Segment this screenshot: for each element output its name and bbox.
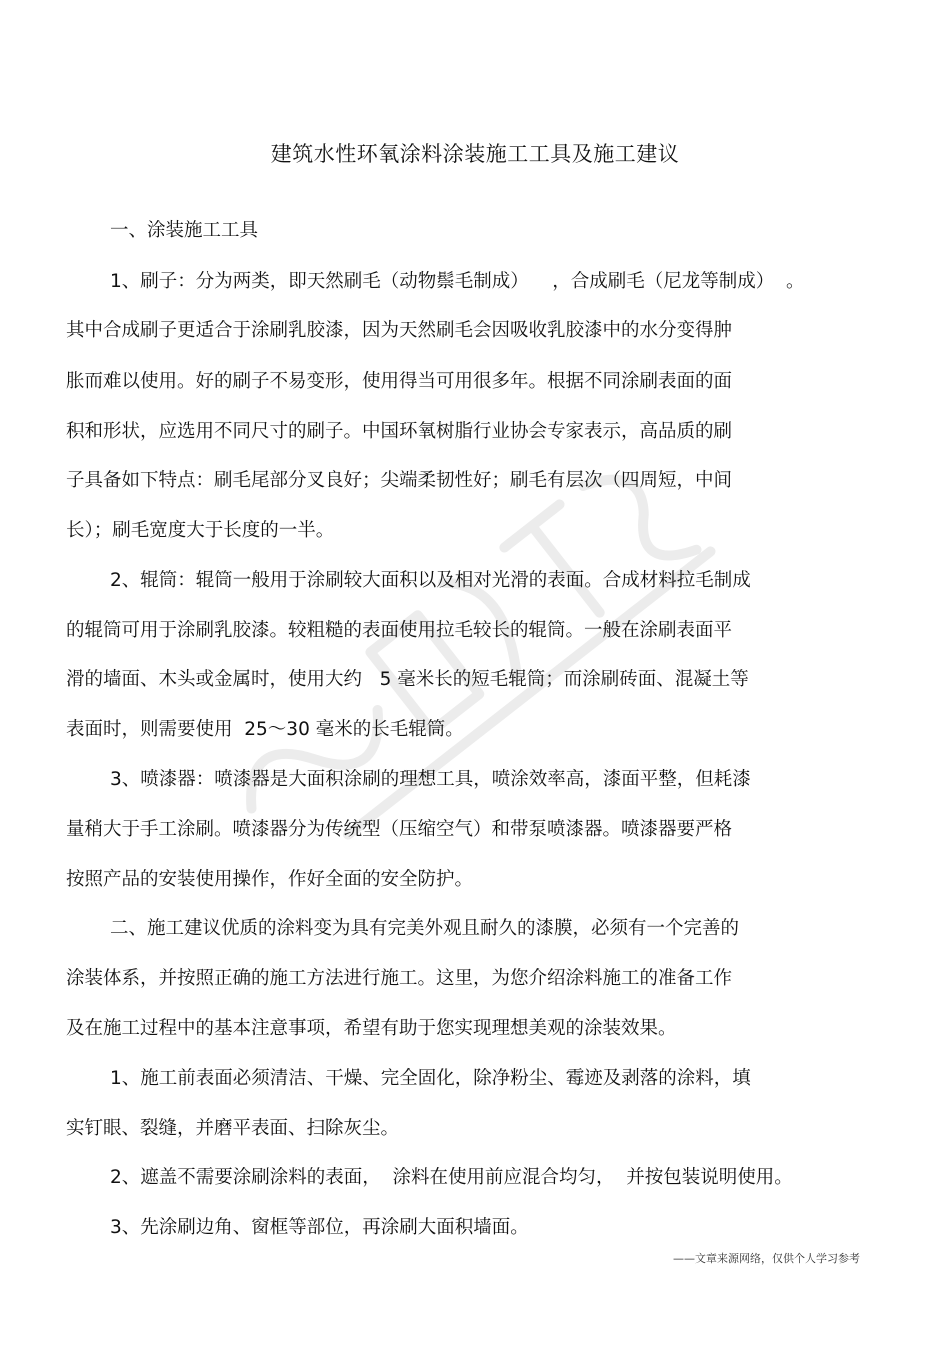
section1-heading: 一、涂装施工工具 bbox=[110, 220, 259, 241]
paragraph-line: 胀而难以使用。好的刷子不易变形，使用得当可用很多年。根据不同涂刷表面的面 bbox=[66, 371, 733, 392]
paragraph-line: 1、施工前表面必须清洁、干燥、完全固化，除净粉尘、霉迹及剥落的涂料，填 bbox=[110, 1068, 751, 1089]
paragraph-line: 实钉眼、裂缝，并磨平表面、扫除灰尘。 bbox=[66, 1118, 400, 1139]
paragraph-line: 按照产品的安装使用操作，作好全面的安全防护。 bbox=[66, 869, 474, 890]
paragraph-line: 量稍大于手工涂刷。喷漆器分为传统型（压缩空气）和带泵喷漆器。喷漆器要严格 bbox=[66, 819, 733, 840]
paragraph-line: 其中合成刷子更适合于涂刷乳胶漆，因为天然刷毛会因吸收乳胶漆中的水分变得肿 bbox=[66, 320, 733, 341]
paragraph-line: 积和形状，应选用不同尺寸的刷子。中国环氧树脂行业协会专家表示，高品质的刷 bbox=[66, 421, 733, 442]
paragraph-line: 2、遮盖不需要涂刷涂料的表面， 涂料在使用前应混合均匀， 并按包装说明使用。 bbox=[110, 1167, 793, 1188]
paragraph-line: 子具备如下特点：刷毛尾部分叉良好；尖端柔韧性好；刷毛有层次（四周短，中间 bbox=[66, 470, 733, 491]
paragraph-line: 表面时，则需要使用 25～30 毫米的长毛辊筒。 bbox=[66, 719, 464, 740]
paragraph-line: 滑的墙面、木头或金属时，使用大约 5 毫米长的短毛辊筒；而涂刷砖面、混凝土等 bbox=[66, 669, 749, 690]
paragraph-line: 的辊筒可用于涂刷乳胶漆。较粗糙的表面使用拉毛较长的辊筒。一般在涂刷表面平 bbox=[66, 620, 733, 641]
paragraph-line: 3、喷漆器：喷漆器是大面积涂刷的理想工具，喷涂效率高，漆面平整，但耗漆 bbox=[110, 769, 751, 790]
paragraph-line: 长）；刷毛宽度大于长度的一半。 bbox=[66, 520, 335, 541]
paragraph-line: 1、刷子：分为两类，即天然刷毛（动物鬃毛制成） ，合成刷毛（尼龙等制成） 。 bbox=[110, 271, 805, 292]
paragraph-line: 3、先涂刷边角、窗框等部位，再涂刷大面积墙面。 bbox=[110, 1217, 529, 1238]
document-title: 建筑水性环氧涂料涂装施工工具及施工建议 bbox=[270, 142, 680, 166]
paragraph-line: 2、辊筒：辊筒一般用于涂刷较大面积以及相对光滑的表面。合成材料拉毛制成 bbox=[110, 570, 751, 591]
section2-heading: 二、施工建议优质的涂料变为具有完美外观且耐久的漆膜，必须有一个完善的 bbox=[110, 918, 740, 939]
paragraph-line: 及在施工过程中的基本注意事项，希望有助于您实现理想美观的涂装效果。 bbox=[66, 1018, 677, 1039]
paragraph-line: 涂装体系，并按照正确的施工方法进行施工。这里，为您介绍涂料施工的准备工作 bbox=[66, 968, 733, 989]
source-footer: ——文章来源网络，仅供个人学习参考 bbox=[673, 1252, 860, 1265]
